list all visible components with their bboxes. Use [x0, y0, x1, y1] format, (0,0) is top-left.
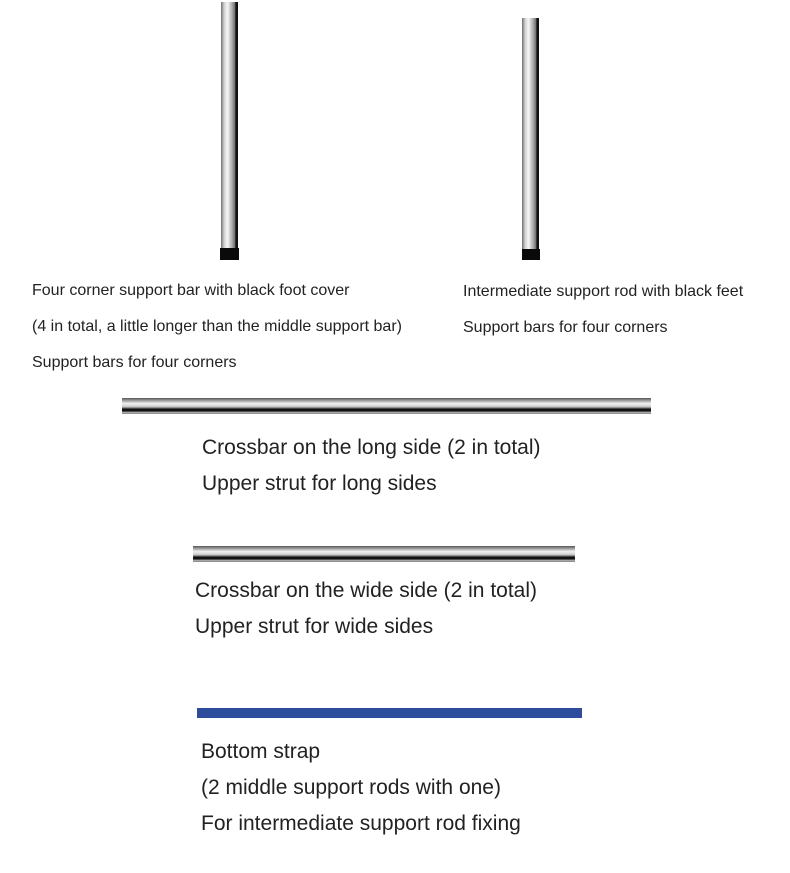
middle-rod-label-1: Intermediate support rod with black feet [463, 283, 744, 300]
long-side-crossbar [122, 398, 651, 414]
wide-crossbar-label-2: Upper strut for wide sides [195, 615, 434, 638]
middle-rod-label-2: Support bars for four corners [463, 319, 668, 336]
corner-support-bar-pole [221, 2, 238, 248]
intermediate-support-rod-foot [522, 249, 540, 260]
bottom-strap-label-1: Bottom strap [201, 740, 321, 763]
wide-crossbar-label-1: Crossbar on the wide side (2 in total) [195, 579, 537, 602]
wide-side-crossbar [193, 546, 575, 562]
bottom-strap [197, 708, 582, 718]
bottom-strap-label-2: (2 middle support rods with one) [201, 776, 501, 799]
long-crossbar-label-2: Upper strut for long sides [202, 472, 437, 495]
long-crossbar-label-1: Crossbar on the long side (2 in total) [202, 436, 541, 459]
corner-bar-label-3: Support bars for four corners [32, 354, 237, 371]
corner-bar-label-1: Four corner support bar with black foot cover [32, 282, 350, 299]
intermediate-support-rod-pole [522, 18, 539, 250]
bottom-strap-label-3: For intermediate support rod fixing [201, 812, 521, 835]
corner-support-bar-foot [220, 248, 239, 260]
corner-bar-label-2: (4 in total, a little longer than the middle support bar) [32, 318, 402, 335]
